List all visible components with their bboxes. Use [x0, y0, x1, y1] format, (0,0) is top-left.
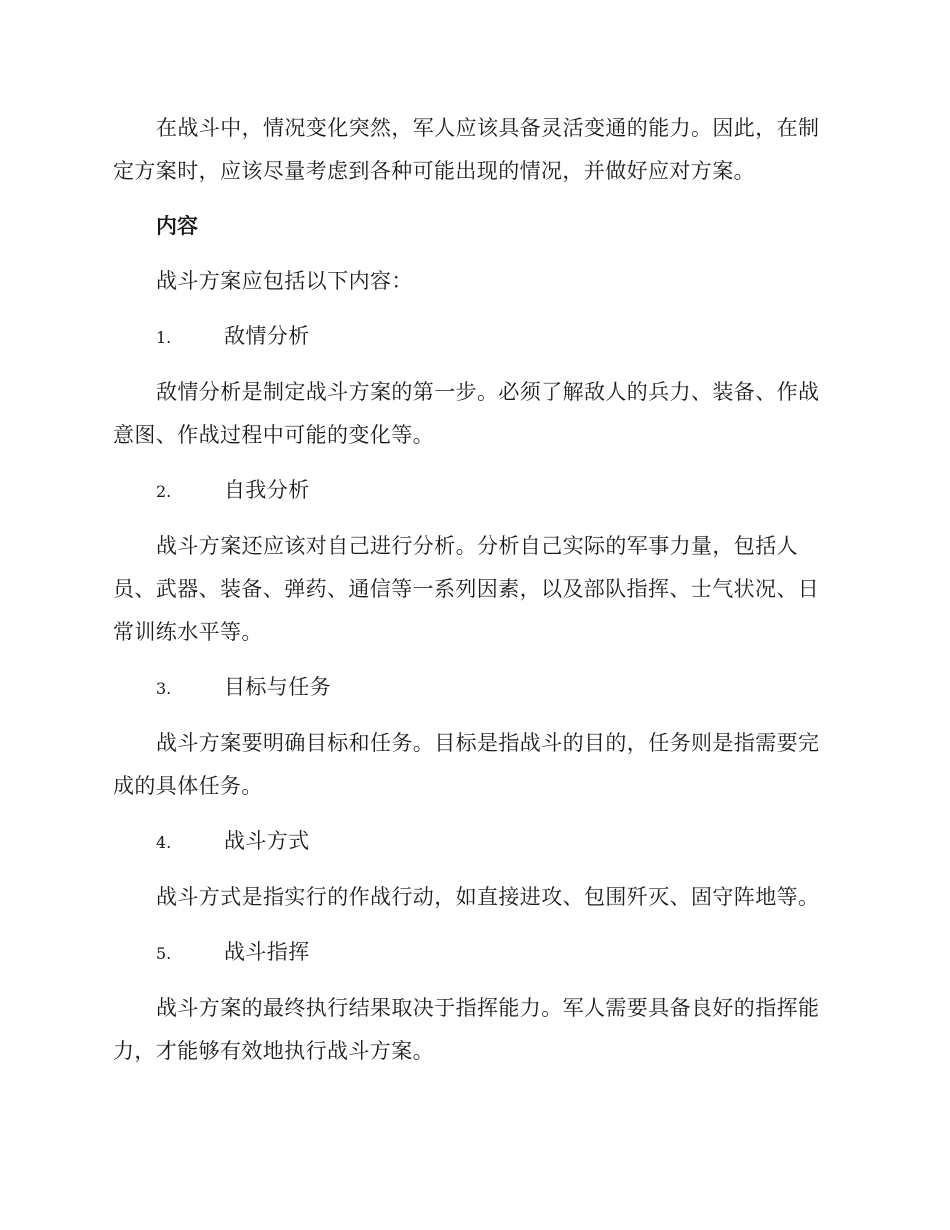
list-item-1 [113, 315, 833, 359]
list-item-number: 3. [156, 679, 172, 698]
list-item-body: 战斗方案的最终执行结果取决于指挥能力。军人需要具备良好的指挥能力，才能够有效地执行战斗方案。 [113, 996, 820, 1063]
list-item-number: 4. [156, 833, 172, 852]
list-item-4 [113, 820, 833, 864]
lead-paragraph: 战斗方案应包括以下内容： [156, 269, 413, 293]
list-item-5 [113, 931, 833, 975]
list-item-title: 敌情分析 [224, 324, 310, 348]
list-item-title: 目标与任务 [224, 675, 331, 699]
list-item-title: 战斗方式 [224, 829, 310, 853]
list-item-title: 战斗指挥 [224, 940, 310, 964]
list-item-2 [113, 469, 833, 513]
list-item-body: 战斗方案要明确目标和任务。目标是指战斗的目的，任务则是指需要完成的具体任务。 [113, 731, 820, 798]
list-item-3 [113, 666, 833, 710]
section-heading: 内容 [156, 214, 198, 238]
list-item-body: 战斗方式是指实行的作战行动，如直接进攻、包围歼灭、固守阵地等。 [156, 885, 820, 909]
list-item-number: 1. [156, 328, 172, 347]
intro-paragraph: 在战斗中，情况变化突然，军人应该具备灵活变通的能力。因此，在制定方案时，应该尽量考虑到各种可能出现的情况，并做好应对方案。 [113, 116, 820, 183]
list-item-title: 自我分析 [224, 478, 310, 502]
list-item-body: 战斗方案还应该对自己进行分析。分析自己实际的军事力量，包括人员、武器、装备、弹药、通信等一系列因素，以及部队指挥、士气状况、日常训练水平等。 [113, 534, 820, 644]
list-item-number: 5. [156, 944, 172, 963]
list-item-body: 敌情分析是制定战斗方案的第一步。必须了解敌人的兵力、装备、作战意图、作战过程中可能的变化等。 [113, 380, 820, 447]
list-item-number: 2. [156, 482, 172, 501]
document-body [113, 107, 833, 1085]
